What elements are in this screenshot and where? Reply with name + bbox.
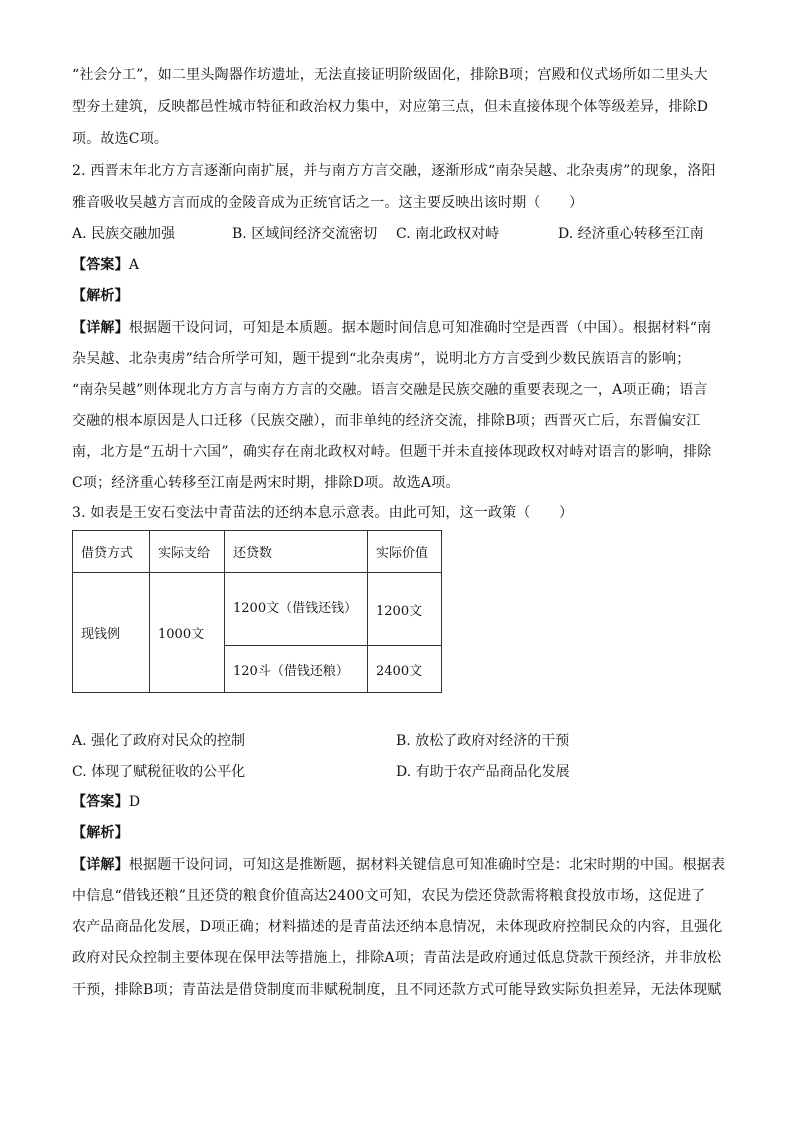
explanation-line: 南，北方是“五胡十六国”，确实存在南北政权对峙。但题干并未直接体现政权对峙对语言的影响，排除	[72, 444, 712, 460]
q2-option-d: D. 经济重心转移至江南	[558, 226, 704, 242]
explanation-line: “南杂吴越”则体现北方方言与南方方言的交融。语言交融是民族交融的重要表现之一，A项正确；语言	[72, 382, 708, 398]
text-line: 项。故选C项。	[72, 131, 169, 147]
text-line: 型夯土建筑，反映都邑性城市特征和政治权力集中，对应第三点，但未直接体现个体等级差异，排除D	[72, 99, 709, 115]
explanation-line	[72, 855, 725, 875]
explanation-text: 根据题干设问词，可知是本质题。据本题时间信息可知准确时空是西晋（中国）。根据材料“南	[128, 320, 712, 336]
answer-value: A	[128, 257, 140, 273]
q3-option-b: B. 放松了政府对经济的干预	[396, 733, 570, 749]
explanation-line: 中信息“借钱还粮”且还贷的粮食价值高达2400文可知，农民为偿还贷款需将粮食投放市场，这促进了	[72, 888, 706, 904]
explanation-line: 交融的根本原因是人口迁移（民族交融），而非单纯的经济交流，排除B项；西晋灭亡后，东晋偏安江	[72, 413, 701, 429]
analysis-tag: 【解析】	[72, 288, 129, 304]
analysis-tag: 【解析】	[72, 825, 129, 841]
question-2-stem: 2. 西晋末年北方方言逐渐向南扩展，并与南方方言交融，逐渐形成“南杂吴越、北杂夷虏”的现象，洛阳	[72, 163, 716, 179]
answer-tag: 【答案】	[72, 257, 129, 273]
table-cell: 2400文	[368, 646, 442, 693]
q2-option-c: C. 南北政权对峙	[396, 226, 500, 242]
question-3-stem: 3. 如表是王安石变法中青苗法的还纳本息示意表。由此可知，这一政策（ ）	[72, 505, 574, 521]
table-cell: 1200文	[368, 573, 442, 646]
answer-value: D	[128, 794, 141, 810]
table-header: 借贷方式	[73, 531, 150, 573]
explanation-line: 杂吴越、北杂夷虏”结合所学可知，题干提到“北杂夷虏”，说明北方方言受到少数民族语言的影响；	[72, 351, 691, 367]
loan-table	[72, 530, 442, 693]
q2-option-a: A. 民族交融加强	[72, 226, 176, 242]
table-header: 还贷数	[225, 531, 368, 573]
explanation-line: 政府对民众控制主要体现在保甲法等措施上，排除A项；青苗法是政府通过低息贷款干预经济，并非放松	[72, 950, 722, 966]
table-header: 实际价值	[368, 531, 442, 573]
explanation-text: 根据题干设问词，可知这是推断题，据材料关键信息可知准确时空是：北宋时期的中国。根据表	[128, 857, 726, 873]
answer-line	[72, 792, 140, 812]
table-cell: 120斗（借钱还粮）	[225, 646, 368, 693]
q3-option-d: D. 有助于农产品商品化发展	[396, 764, 570, 780]
detail-tag: 【详解】	[72, 320, 129, 336]
table-cell: 现钱例	[73, 573, 150, 693]
text-line: “社会分工”，如二里头陶器作坊遗址，无法直接证明阶级固化，排除B项；宫殿和仪式场所如二里头大	[72, 67, 708, 83]
table-cell: 1200文（借钱还钱）	[225, 573, 368, 646]
explanation-line: C项；经济重心转移至江南是两宋时期，排除D项。故选A项。	[72, 475, 460, 491]
answer-line	[72, 255, 139, 275]
q2-option-b: B. 区域间经济交流密切	[232, 226, 378, 242]
q3-option-c: C. 体现了赋税征收的公平化	[72, 764, 246, 780]
q3-option-a: A. 强化了政府对民众的控制	[72, 733, 246, 749]
explanation-line	[72, 318, 711, 338]
explanation-line: 农产品商品化发展，D项正确；材料描述的是青苗法还纳本息情况，未体现政府控制民众的内容，且强化	[72, 919, 723, 935]
explanation-line: 干预，排除B项；青苗法是借贷制度而非赋税制度，且不同还款方式可能导致实际负担差异，无法体现赋	[72, 982, 722, 998]
question-2-stem: 雅音吸收吴越方言而成的金陵音成为正统官话之一。这主要反映出该时期（ ）	[72, 195, 584, 211]
table-cell: 1000文	[150, 573, 225, 693]
table-header: 实际支给	[150, 531, 225, 573]
detail-tag: 【详解】	[72, 857, 129, 873]
answer-tag: 【答案】	[72, 794, 129, 810]
